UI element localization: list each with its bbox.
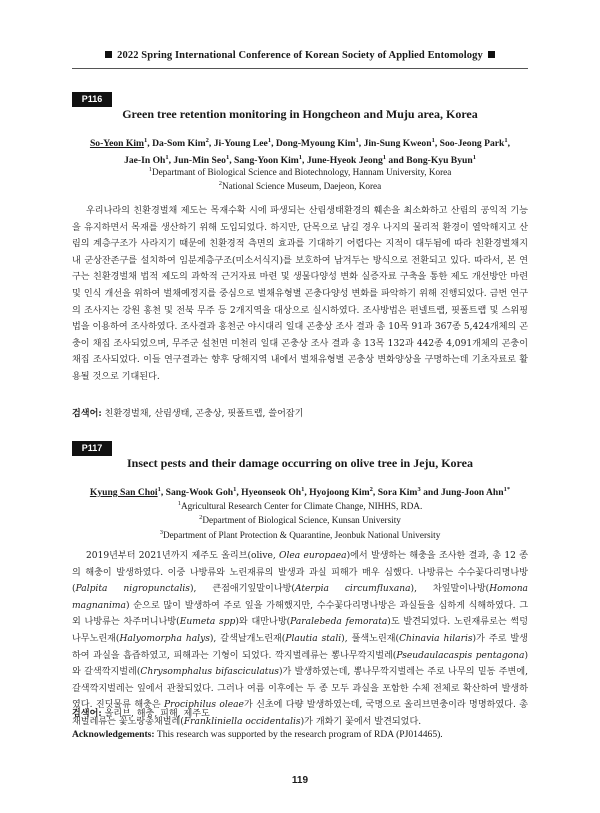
acknowledgements [72, 729, 528, 740]
abstract-paragraph [72, 548, 528, 731]
affiliation-mark: 1 [355, 137, 359, 144]
species-name: Pseudaulacaspis pentagona [396, 650, 525, 661]
body-text: 2019년부터 2021년까지 제주도 올리브(olive, [86, 551, 280, 561]
affiliation-mark: 1 [431, 137, 435, 144]
affiliation-mark: 1 [144, 137, 148, 144]
author-name: Jae-In Oh [124, 155, 166, 167]
species-name: Halyomorpha halys [119, 633, 210, 644]
species-name: Olea europaea [279, 551, 347, 561]
affiliation-mark: 1 [298, 154, 303, 162]
affiliation-mark: 2 [199, 514, 203, 522]
abstract-title: Green tree retention monitoring in Hongcheon and Muju area, Korea [122, 107, 478, 121]
author-name: , Hyojoong Kim [304, 487, 370, 499]
keywords-label: 검색어: [72, 708, 102, 719]
affiliation-line [72, 164, 528, 178]
abstract-id-badge: P116 [72, 92, 112, 107]
presenting-author: So-Yeon Kim [89, 138, 145, 150]
conference-header [72, 50, 528, 61]
affiliation-text: Department of Biological Science, Kunsan University [202, 515, 401, 526]
abstract-id-badge: P117 [72, 441, 112, 456]
body-text: ), 갈색날개노린재( [209, 633, 286, 644]
author-name: , [507, 138, 511, 150]
body-text: ), 큰점애기잎말이나방( [189, 584, 295, 595]
body-text: )가 주로 발생하여 과실을 흡즙하였고, 피해과는 기형이 되었다. 깍지벌레류는 뽕나무깍지벌레( [72, 633, 528, 661]
abstract-title: Insect pests and their damage occurring on olive tree in Jeju, Korea [127, 456, 473, 470]
affiliation-mark: 1 [504, 137, 508, 144]
author-name: , Hyeonseok Oh [236, 487, 302, 499]
author-name: and Jung-Joon Ahn [420, 487, 504, 499]
author-name: , Ji-Young Lee [208, 138, 268, 150]
affiliation-line [72, 512, 528, 526]
species-name: Eumeta spp [179, 617, 236, 628]
body-text: )가 발생하였는데, 뽕나무깍지벌레는 주로 나무의 밑동 주변에, 갈색깍지벌레는 잎에서 관찰되었다. 그러나 여름 이후에는 두 종 모두 과실을 포함한 수체 전체로 확산하여 발생하였다. 진딧물류 해충은 [72, 667, 528, 711]
species-name: Palpita nigropunctalis [75, 584, 190, 595]
affiliation-mark: 1 [233, 486, 237, 493]
species-name: Chrysomphalus bifasciculatus [140, 667, 279, 678]
affiliations [72, 164, 528, 193]
affiliation-mark: 1 [165, 154, 169, 162]
body-text: ), 차잎말이나방( [410, 584, 490, 595]
acknowledgements-label: Acknowledgements: [72, 729, 155, 740]
body-text: )와 갈색깍지벌레( [72, 650, 528, 678]
affiliation-mark: 1 [267, 137, 272, 144]
keywords-label: 검색어: [72, 408, 102, 419]
author-name: , June-Hyeok Jeong [302, 155, 383, 167]
species-name: Aterpia circumfluxana [294, 584, 411, 595]
author-name: , Dong-Myoung Kim [271, 138, 356, 150]
affiliation-mark: 1 [472, 154, 476, 162]
keywords [72, 707, 528, 721]
body-text: )에서 발생하는 해충을 조사한 결과, 총 12 종의 해충이 발생하였다. 이중 나방류와 노린재류의 발생과 과실 피해가 매우 심했다. 나방류는 수수꽃다리명나방( [72, 551, 528, 595]
square-bullet-icon [488, 51, 495, 58]
body-text: 가 신초에 다량 발생하였는데, 국명으로 올리브면충이라 명명하였다. 총채벌레류는 꽃노랑총채벌레( [72, 700, 528, 727]
body-text: ) 순으로 많이 발생하여 주로 잎을 가해했지만, 수수꽃다리명나방은 과실들을 심하게 식해하였다. 그 외 나방류는 차주머니나방( [72, 600, 528, 628]
body-text: )가 개화기 꽃에서 발견되었다. [300, 716, 422, 727]
species-name: Chinavia hilaris [399, 633, 473, 644]
author-name: , Soo-Jeong Park [434, 138, 505, 150]
body-text: )도 발견되었다. 노린재류로는 썩덩나무노린재( [72, 617, 528, 644]
author-name: , Sora Kim [372, 487, 418, 499]
body-text: )와 대만나방( [235, 617, 291, 628]
affiliation-mark: 3 [159, 528, 163, 536]
affiliation-mark: 1 [225, 154, 230, 162]
affiliation-text: Agricultural Research Center for Climate Change, NIHHS, RDA. [180, 501, 423, 512]
author-name: , Jun-Min Seo [168, 155, 226, 167]
affiliation-mark: 1* [503, 486, 511, 493]
keywords-value: 친환경벌채, 산림생태, 곤충상, 핏폴트랩, 쓸어잡기 [101, 409, 304, 419]
author-name: , Sang-Wook Goh [160, 487, 234, 499]
conference-title: 2022 Spring International Conference of Korean Society of Applied Entomology [117, 50, 483, 61]
square-bullet-icon [105, 51, 112, 58]
keywords [72, 407, 528, 421]
abstract-body [72, 203, 528, 386]
species-name: Prociphilus oleae [164, 700, 244, 711]
affiliation-mark: 1 [148, 166, 152, 173]
affiliations [72, 498, 528, 541]
species-name: Frankliniella occidentalis [183, 716, 301, 727]
affiliation-mark: 2 [369, 486, 373, 493]
abstract-paragraph: 우리나라의 친환경벌채 제도는 목재수확 시에 파생되는 산림생태환경의 훼손을 최소화하고 산림의 공익적 기능을 유지하면서 목재를 생산하기 위해 도입되었다. 하지만, 단목으로 남길 경우 나지의 물리적 환경이 열악해지고 산림의 계층구조가 사라지기 때문에 친환경적 측면의 효과를 기대하기 어렵다는 지적이 대두됨에 따라 친환경벌채지 내 군상잔존구를 설치하여 임분계층구조(미소서식지)를 보호하여 남겨두는 방식으로 전환되고 있다. 따라서, 본 연구는 친환경벌채 법적 제도의 과학적 근거자료 마련 및 생물다양성 변화 실증자료 구축을 통한 제도 개선방안 마련 및 인식 개선을 위하여 벌채예정지를 중심으로 벌채유형별 곤충다양성 변화를 파악하기 위해 진행되었다. 금번 연구의 조사지는 강원 홍천 및 전북 무주 등 2개지역을 대상으로 실시하였다. 조사방법은 펀넬트랩, 핏폴트랩 및 스위핑법을 이용하여 조사하였다. 조사결과 홍천군 야시대리 일대 곤충상 조사 결과 총 10목 91과 367종 5,424개체의 곤충이 채집 조사되었으며, 무주군 설천면 미천리 일대 곤충상 조사 결과 총 13목 132과 442종 4,091개체의 곤충이 채집 조사되었다. 이들 연구결과는 향후 당해지역 내에서 벌채유형별 곤충상 변화양상을 구명하는데 기초자료로 활용될 것으로 기대된다. [72, 206, 528, 382]
author-name: , Da-Som Kim [147, 138, 206, 150]
author-name: and Bong-Kyu Byun [386, 155, 473, 167]
abstract-body [72, 548, 528, 731]
affiliation-text: Departmant of Biological Science and Biotechnology, Hannam University, Korea [151, 167, 452, 178]
acknowledgements-text: This research was supported by the research program of RDA (PJ014465). [154, 729, 443, 740]
body-text: ), 풀색노린재( [341, 633, 400, 644]
affiliation-line [72, 498, 528, 512]
species-name: Plautia stali [285, 633, 342, 644]
species-name: Paralebeda femorata [290, 617, 388, 628]
presenting-author: Kyung San Choi [89, 487, 158, 499]
affiliation-mark: 3 [417, 486, 421, 493]
affiliation-mark: 2 [218, 180, 223, 188]
species-name: Homona magnanima [72, 584, 528, 611]
affiliation-mark: 1 [382, 154, 387, 162]
affiliation-text: Department of Plant Protection & Quarantine, Jeonbuk National University [162, 530, 441, 540]
author-name: , Jin-Sung Kweon [358, 138, 432, 150]
affiliation-line [72, 178, 528, 192]
affiliation-line [72, 527, 528, 541]
header-rule [72, 68, 528, 69]
author-line-1 [72, 134, 528, 151]
affiliation-mark: 1 [177, 500, 181, 507]
keywords-value: 올리브, 해충, 피해, 제주도 [101, 709, 210, 719]
affiliation-text: National Science Museum, Daejeon, Korea [222, 181, 382, 192]
author-name: , Sang-Yoon Kim [229, 155, 299, 167]
page-number: 119 [291, 775, 309, 786]
affiliation-mark: 2 [205, 137, 209, 144]
affiliation-mark: 1 [157, 486, 161, 493]
affiliation-mark: 1 [301, 486, 305, 493]
